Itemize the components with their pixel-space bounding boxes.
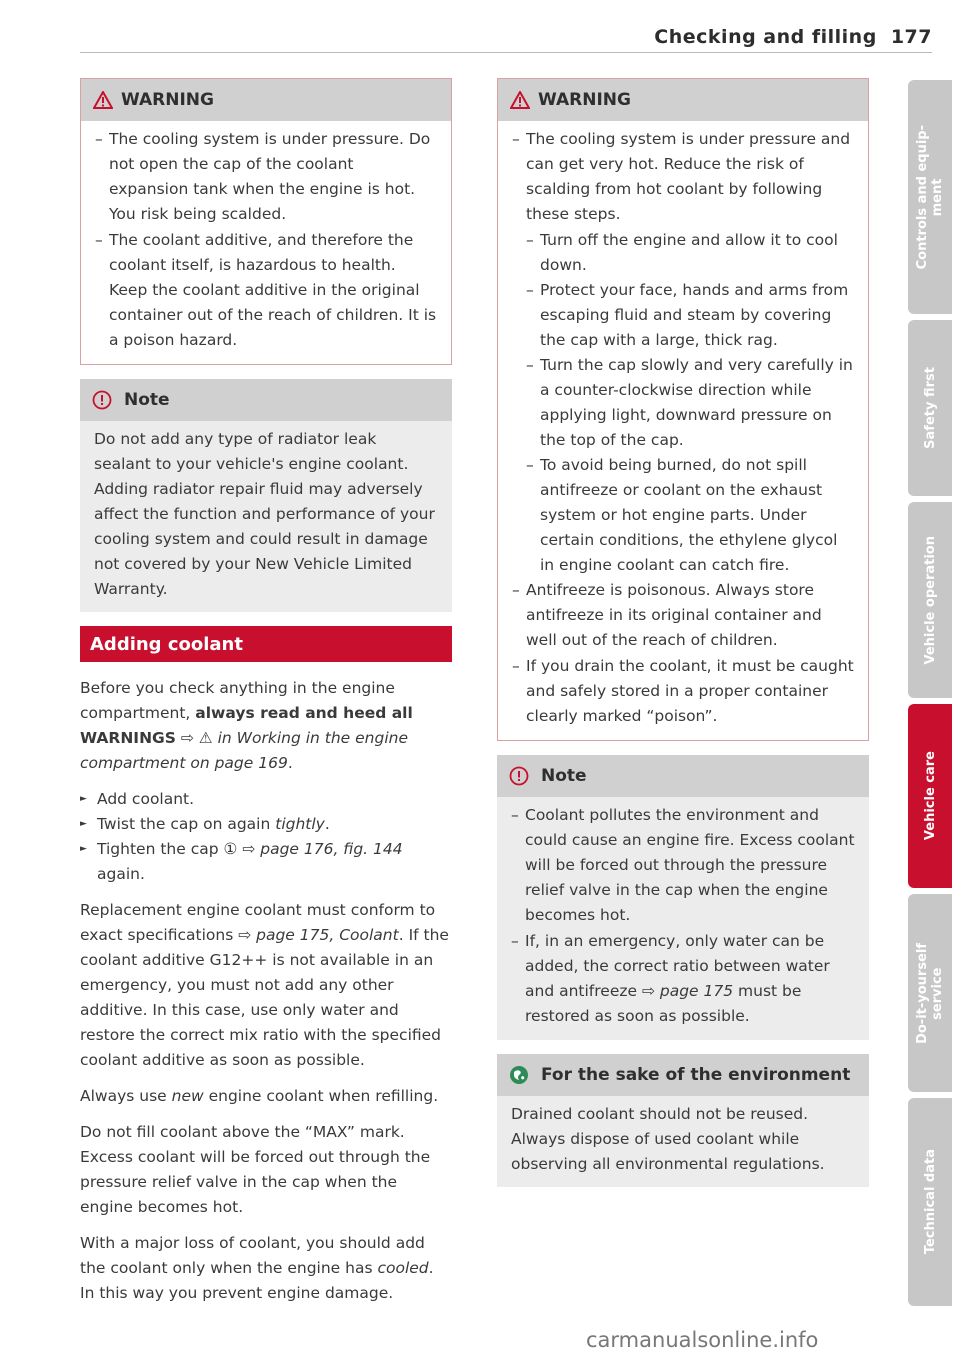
page-reference-link[interactable]: ⇨ page 175, Coolant: [238, 926, 399, 944]
warning-sub-item: – To avoid being burned, do not spill antifreeze or coolant on the exhaust system or hot engine parts. Under certain conditions, the ethylene glycol in engine coolant can catch fire.: [512, 453, 854, 578]
chapter-title: Checking and filling: [654, 26, 877, 48]
intro-paragraph: Before you check anything in the engine compartment, always read and heed all WARNINGS ⇨ ⚠ in Working in the engine compartment on page 169.: [80, 679, 413, 772]
warning-item: – The cooling system is under pressure. Do not open the cap of the coolant expansion tank when the engine is hot. You risk being scalded.: [95, 127, 437, 227]
note-body: [497, 797, 869, 1040]
page-header: [654, 26, 932, 48]
replacement-paragraph: Replacement engine coolant must conform to exact specifications ⇨ page 175, Coolant. If the coolant additive G12++ is not available in an emergency, you must not add any other additive. In this case, use only water and restore the correct mix ratio with the specified coolant additive as soon as possible.: [80, 901, 449, 1069]
warning-triangle-icon: [510, 91, 530, 109]
header-rule: [80, 52, 932, 53]
warning-item: – The cooling system is under pressure and can get very hot. Reduce the risk of scalding from hot coolant by following these steps.: [512, 127, 854, 227]
note-item: – Coolant pollutes the environment and could cause an engine fire. Excess coolant will be forced out through the pressure relief valve in the cap when the engine becomes hot.: [511, 803, 855, 928]
step-item: ► Add coolant.: [80, 787, 452, 812]
coolant-loss-paragraph: With a major loss of coolant, you should add the coolant only when the engine has cooled. In this way you prevent engine damage.: [80, 1234, 434, 1302]
cross-reference-text[interactable]: in Working in the engine compartment on page 169: [80, 729, 409, 772]
warning-sub-item: – Turn off the engine and allow it to cool down.: [512, 228, 854, 278]
tab-technical-data[interactable]: Technical data: [908, 1098, 952, 1306]
warning-item: – The coolant additive, and therefore the coolant itself, is hazardous to health. Keep the coolant additive in the original container out of the reach of children. It is a poison hazard.: [95, 228, 437, 353]
warning-box: [497, 78, 869, 741]
note-item: – If, in an emergency, only water can be added, the correct ratio between water and antifreeze ⇨ page 175 must be restored as soon as possible.: [511, 929, 855, 1029]
cross-reference-link[interactable]: ⇨ ⚠: [175, 729, 218, 747]
page-reference-link[interactable]: ⇨ page 175: [641, 982, 734, 1000]
callout-number: ①: [223, 840, 238, 858]
note-body: Do not add any type of radiator leak sealant to your vehicle's engine coolant. Adding radiator repair fluid may adversely affect the function and performance of your cooling system and could result in damage not covered by your New Vehicle Limited Warranty.: [80, 421, 452, 612]
tab-vehicle-care[interactable]: Vehicle care: [908, 704, 952, 888]
tab-controls-and-equipment[interactable]: Controls and equip- ment: [908, 80, 952, 314]
note-title: Note: [124, 390, 170, 410]
tab-vehicle-operation[interactable]: Vehicle operation: [908, 502, 952, 698]
warning-triangle-icon: [93, 91, 113, 109]
section-title: Adding coolant: [80, 626, 452, 662]
warning-header: [81, 79, 451, 121]
warning-header: [498, 79, 868, 121]
warning-title: WARNING: [538, 90, 631, 110]
page-number: 177: [890, 26, 932, 48]
max-mark-paragraph: Do not fill coolant above the “MAX” mark. Excess coolant will be forced out through the pressure relief valve in the cap when the engine becomes hot.: [80, 1123, 431, 1216]
info-circle-icon: [509, 766, 529, 786]
watermark: carmanualsonline.info: [586, 1328, 819, 1352]
step-list: [80, 787, 452, 887]
warning-body: [498, 121, 868, 740]
note-title: Note: [541, 766, 587, 786]
warning-title: WARNING: [121, 90, 214, 110]
left-column: [80, 78, 452, 1317]
environment-box: [497, 1054, 869, 1187]
note-header: [497, 755, 869, 797]
page-reference-link[interactable]: ⇨ page 176, fig. 144: [237, 840, 403, 858]
warning-body: [81, 121, 451, 364]
environment-header: [497, 1054, 869, 1096]
note-header: [80, 379, 452, 421]
note-box: [80, 379, 452, 612]
info-circle-icon: [92, 390, 112, 410]
tab-do-it-yourself-service[interactable]: Do-it-yourself service: [908, 894, 952, 1092]
environment-title: For the sake of the environment: [541, 1065, 851, 1085]
warning-item: – If you drain the coolant, it must be caught and safely stored in a proper container clearly marked “poison”.: [512, 654, 854, 729]
warning-emphasis: always read and heed all WARNINGS: [80, 704, 413, 747]
tab-safety-first[interactable]: Safety first: [908, 320, 952, 496]
warning-sub-item: – Protect your face, hands and arms from escaping fluid and steam by covering the cap with a large, thick rag.: [512, 278, 854, 353]
note-box: [497, 755, 869, 1040]
environment-body: Drained coolant should not be reused. Always dispose of used coolant while observing all environmental regulations.: [497, 1096, 869, 1187]
environment-globe-icon: [509, 1065, 529, 1085]
warning-box: [80, 78, 452, 365]
step-item: ► Tighten the cap ① ⇨ page 176, fig. 144 again.: [80, 837, 452, 887]
right-column: [497, 78, 869, 1201]
step-item: ► Twist the cap on again tightly.: [80, 812, 452, 837]
new-coolant-paragraph: Always use new engine coolant when refilling.: [80, 1087, 439, 1105]
warning-item: – Antifreeze is poisonous. Always store antifreeze in its original container and well out of the reach of children.: [512, 578, 854, 653]
warning-sub-item: – Turn the cap slowly and very carefully in a counter-clockwise direction while applying light, downward pressure on the top of the cap.: [512, 353, 854, 453]
